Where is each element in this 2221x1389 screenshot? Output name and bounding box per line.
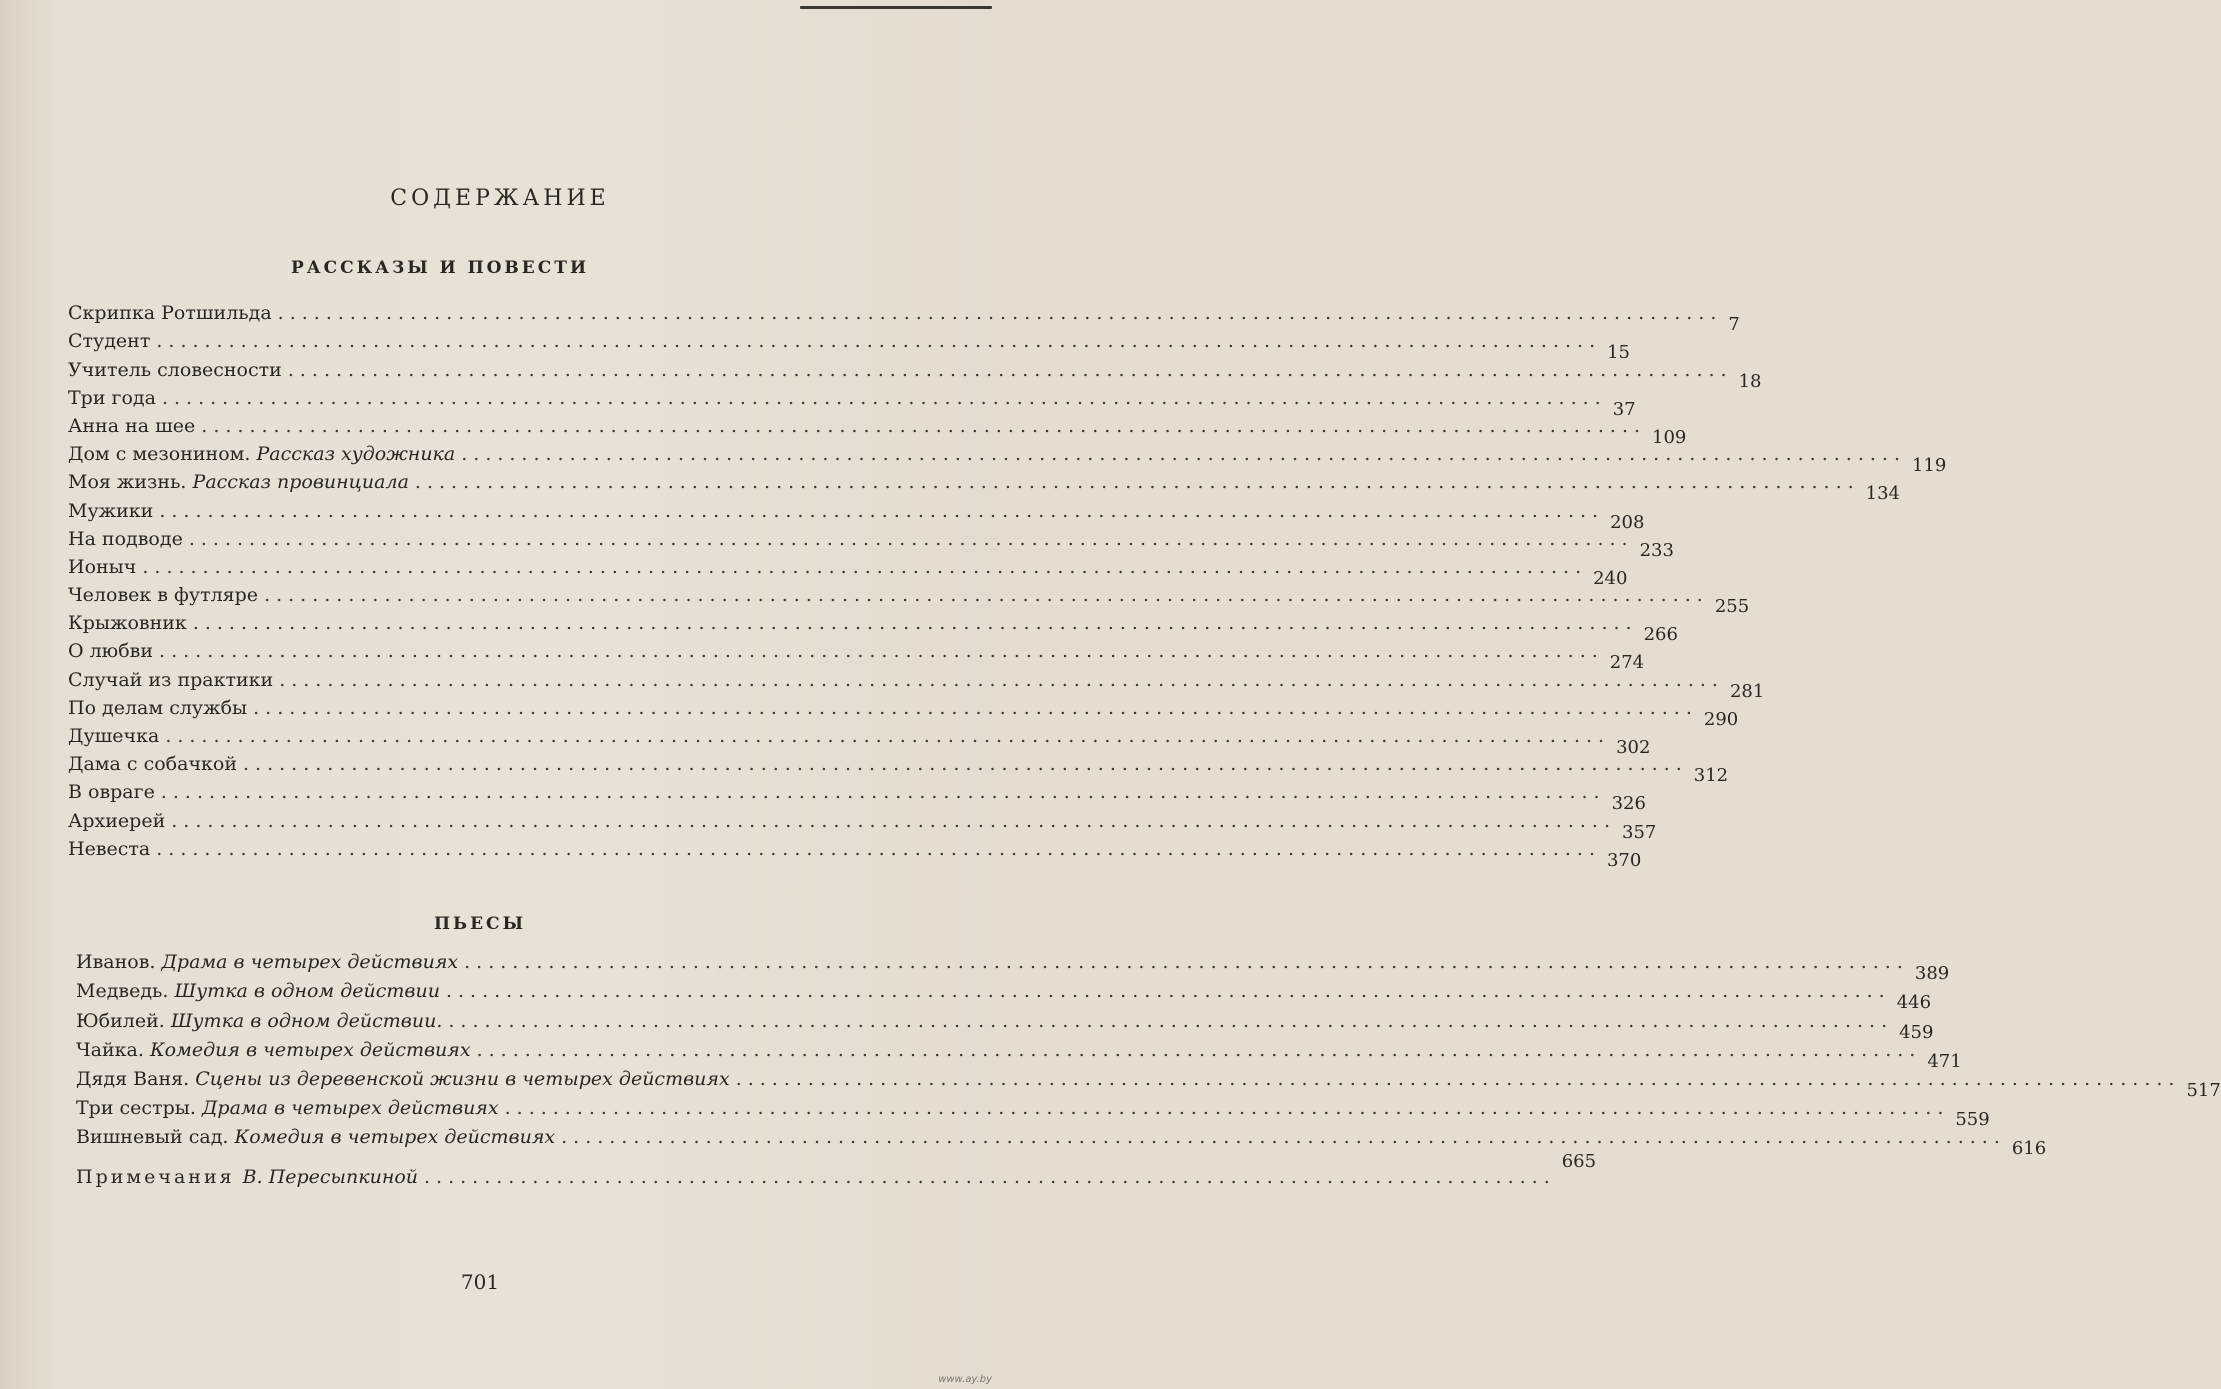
page-number: 389 — [1914, 963, 1950, 985]
entry-text — [68, 725, 159, 747]
page-number: 446 — [1896, 992, 1932, 1014]
dot-leader: ........................................................................................................................ — [188, 527, 1634, 550]
dot-leader: ........................................................................................................................ — [464, 951, 1909, 974]
toc-notes-entry — [76, 1151, 1597, 1188]
page-number: 326 — [1611, 793, 1646, 815]
entry-text — [76, 1068, 730, 1090]
page-number: 15 — [1607, 342, 1631, 364]
entry-title: Три сестры. — [76, 1097, 196, 1120]
dot-leader: ........................................................................................................................ — [445, 980, 1891, 1003]
entry-title: Моя жизнь. — [68, 471, 187, 494]
toc-entry — [76, 973, 1932, 1014]
entry-text — [68, 669, 273, 691]
entry-text — [68, 528, 183, 550]
page-number: 517 — [2186, 1079, 2221, 1101]
dot-leader: ........................................................................................................................ — [277, 302, 1723, 325]
page-number: 266 — [1643, 624, 1678, 646]
entry-text — [68, 810, 165, 832]
page-number: 559 — [1955, 1109, 1990, 1131]
toc-entry — [68, 550, 1628, 589]
page-number: 134 — [1865, 483, 1901, 505]
toc-entry — [68, 775, 1646, 815]
page-number: 109 — [1652, 426, 1687, 448]
entry-text — [68, 697, 247, 719]
page-number: 119 — [1911, 455, 1947, 477]
entry-subtitle: Рассказ провинциала — [192, 471, 409, 494]
dot-leader: ........................................................................................................................ — [142, 555, 1588, 578]
dot-leader: ........................................................................................................................ — [504, 1097, 1950, 1120]
entry-subtitle: Шутка в одном действии. — [170, 1009, 443, 1032]
dot-leader: ........................................................................................................................ — [414, 471, 1860, 494]
entry-title: Дядя Ваня. — [76, 1067, 190, 1090]
page-edge-line — [800, 6, 992, 9]
page-title: СОДЕРЖАНИЕ — [390, 186, 610, 211]
entry-subtitle: Рассказ художника — [256, 443, 456, 466]
dot-leader: ........................................................................................................................ — [735, 1067, 2181, 1090]
page-number: 665 — [1561, 1151, 1597, 1172]
entry-title: Студент — [68, 330, 151, 353]
dot-leader: ........................................................................................................................ — [161, 386, 1607, 409]
toc-entry — [68, 634, 1645, 674]
entry-title: Человек в футляре — [68, 584, 259, 607]
toc-plays — [76, 944, 2221, 1160]
entry-text — [68, 753, 237, 775]
page-number: 471 — [1927, 1050, 1962, 1072]
entry-text — [68, 443, 455, 465]
entry-title: Юбилей. — [76, 1009, 165, 1032]
page-number: 7 — [1728, 314, 1740, 336]
page-number: 208 — [1610, 511, 1645, 533]
entry-title: Невеста — [68, 837, 151, 860]
entry-title: Мужики — [68, 499, 154, 522]
entry-title: Медведь. — [76, 980, 169, 1003]
page-number: 459 — [1899, 1021, 1934, 1043]
entry-title: Дом с мезонином. — [68, 443, 251, 466]
dot-leader: ........................................................................................................................ — [156, 837, 1601, 860]
page-number: 255 — [1714, 596, 1750, 618]
entry-text — [76, 1097, 499, 1119]
entry-text — [68, 500, 153, 522]
toc-entry — [68, 324, 1631, 364]
dot-leader: ........................................................................................................................ — [279, 668, 1724, 691]
dot-leader: ........................................................................................................................ — [159, 499, 1605, 522]
toc-entry — [68, 296, 1740, 336]
toc-entry — [68, 719, 1651, 758]
page-number: 290 — [1703, 708, 1739, 730]
dot-leader: ........................................................................................................................ — [461, 443, 1906, 466]
page-number: 18 — [1738, 370, 1762, 392]
entry-text — [76, 1010, 442, 1032]
entry-title: Ионыч — [68, 555, 137, 578]
entry-title: Иванов. — [76, 951, 156, 974]
entry-title: Случай из практики — [68, 668, 274, 691]
notes-author: В. Пересыпкиной — [242, 1166, 419, 1188]
toc-entry — [68, 493, 1645, 533]
entry-text — [68, 612, 187, 634]
entry-subtitle: Драма в четырех действиях — [161, 951, 459, 974]
page-number: 240 — [1593, 567, 1628, 589]
page-number: 357 — [1622, 821, 1657, 843]
dot-leader: .............................................................................................. — [424, 1166, 1556, 1188]
entry-text — [68, 838, 150, 860]
page-number: 281 — [1729, 680, 1765, 702]
entry-text — [68, 584, 258, 606]
page-number: 233 — [1639, 539, 1674, 561]
entry-title: Душечка — [68, 725, 160, 747]
entry-title: Три года — [68, 386, 156, 409]
notes-label: Примечания — [76, 1166, 235, 1188]
entry-subtitle: Шутка в одном действии — [174, 980, 440, 1003]
dot-leader: ........................................................................................................................ — [201, 414, 1647, 437]
entry-title: На подводе — [68, 527, 183, 550]
entry-title: Дама с собачкой — [68, 753, 237, 776]
entry-text — [68, 330, 150, 352]
folio-number: 701 — [460, 1270, 500, 1294]
entry-title: В овраге — [68, 781, 155, 804]
entry-title: Вишневый сад. — [76, 1126, 229, 1149]
toc-entry — [76, 1090, 1990, 1131]
entry-title: Крыжовник — [68, 612, 187, 635]
dot-leader: ........................................................................................................................ — [165, 725, 1611, 747]
entry-text — [68, 302, 272, 324]
page-number: 302 — [1616, 737, 1651, 758]
dot-leader: ........................................................................................................................ — [253, 696, 1698, 719]
entry-subtitle: Комедия в четырех действиях — [149, 1038, 471, 1061]
toc-entry — [68, 691, 1739, 730]
entry-text — [76, 951, 458, 973]
entry-title: Чайка. — [76, 1038, 144, 1061]
page-number: 312 — [1693, 765, 1729, 787]
entry-subtitle: Комедия в четырех действиях — [234, 1126, 556, 1149]
entry-title: Архиерей — [68, 809, 166, 832]
entry-text — [68, 359, 282, 381]
section-heading-plays: ПЬЕСЫ — [434, 914, 526, 934]
dot-leader: ........................................................................................................................ — [243, 753, 1688, 776]
toc-stories — [68, 296, 1947, 871]
toc-entry — [68, 465, 1901, 505]
page-number: 37 — [1612, 398, 1636, 420]
watermark: www.ay.by — [938, 1374, 992, 1385]
entry-title: Учитель словесности — [68, 358, 282, 381]
entry-text — [76, 1126, 555, 1148]
toc-entry — [76, 944, 1950, 985]
dot-leader: ........................................................................................................................ — [561, 1126, 2006, 1149]
entry-subtitle: Сцены из деревенской жизни в четырех действиях — [195, 1067, 730, 1090]
entry-title: О любви — [68, 640, 154, 663]
page-number: 370 — [1606, 849, 1642, 871]
entry-subtitle: Драма в четырех действиях — [201, 1097, 499, 1120]
entry-text — [68, 415, 195, 437]
entry-text — [68, 781, 155, 803]
toc-entry — [68, 606, 1678, 646]
toc-entry — [68, 381, 1636, 420]
page-number: 616 — [2011, 1138, 2047, 1160]
entry-text — [76, 1039, 471, 1061]
entry-text — [68, 556, 136, 578]
dot-leader: ........................................................................................................................ — [448, 1009, 1894, 1032]
dot-leader: ........................................................................................................................ — [171, 809, 1616, 832]
entry-text — [68, 640, 153, 662]
dot-leader: ........................................................................................................................ — [160, 781, 1606, 804]
entry-title: По делам службы — [68, 696, 248, 719]
dot-leader: ........................................................................................................................ — [287, 358, 1733, 381]
dot-leader: ........................................................................................................................ — [159, 640, 1604, 663]
dot-leader: ........................................................................................................................ — [476, 1038, 1922, 1061]
entry-title: Скрипка Ротшильда — [68, 302, 272, 325]
entry-text — [68, 471, 409, 493]
dot-leader: ........................................................................................................................ — [156, 330, 1602, 353]
dot-leader: ........................................................................................................................ — [192, 612, 1638, 635]
entry-text — [68, 387, 156, 409]
page-number: 274 — [1609, 652, 1645, 674]
dot-leader: ........................................................................................................................ — [264, 584, 1709, 607]
toc-entry — [68, 832, 1642, 871]
section-heading-stories: РАССКАЗЫ И ПОВЕСТИ — [290, 258, 590, 278]
entry-text — [76, 980, 440, 1002]
entry-title: Анна на шее — [68, 414, 196, 437]
